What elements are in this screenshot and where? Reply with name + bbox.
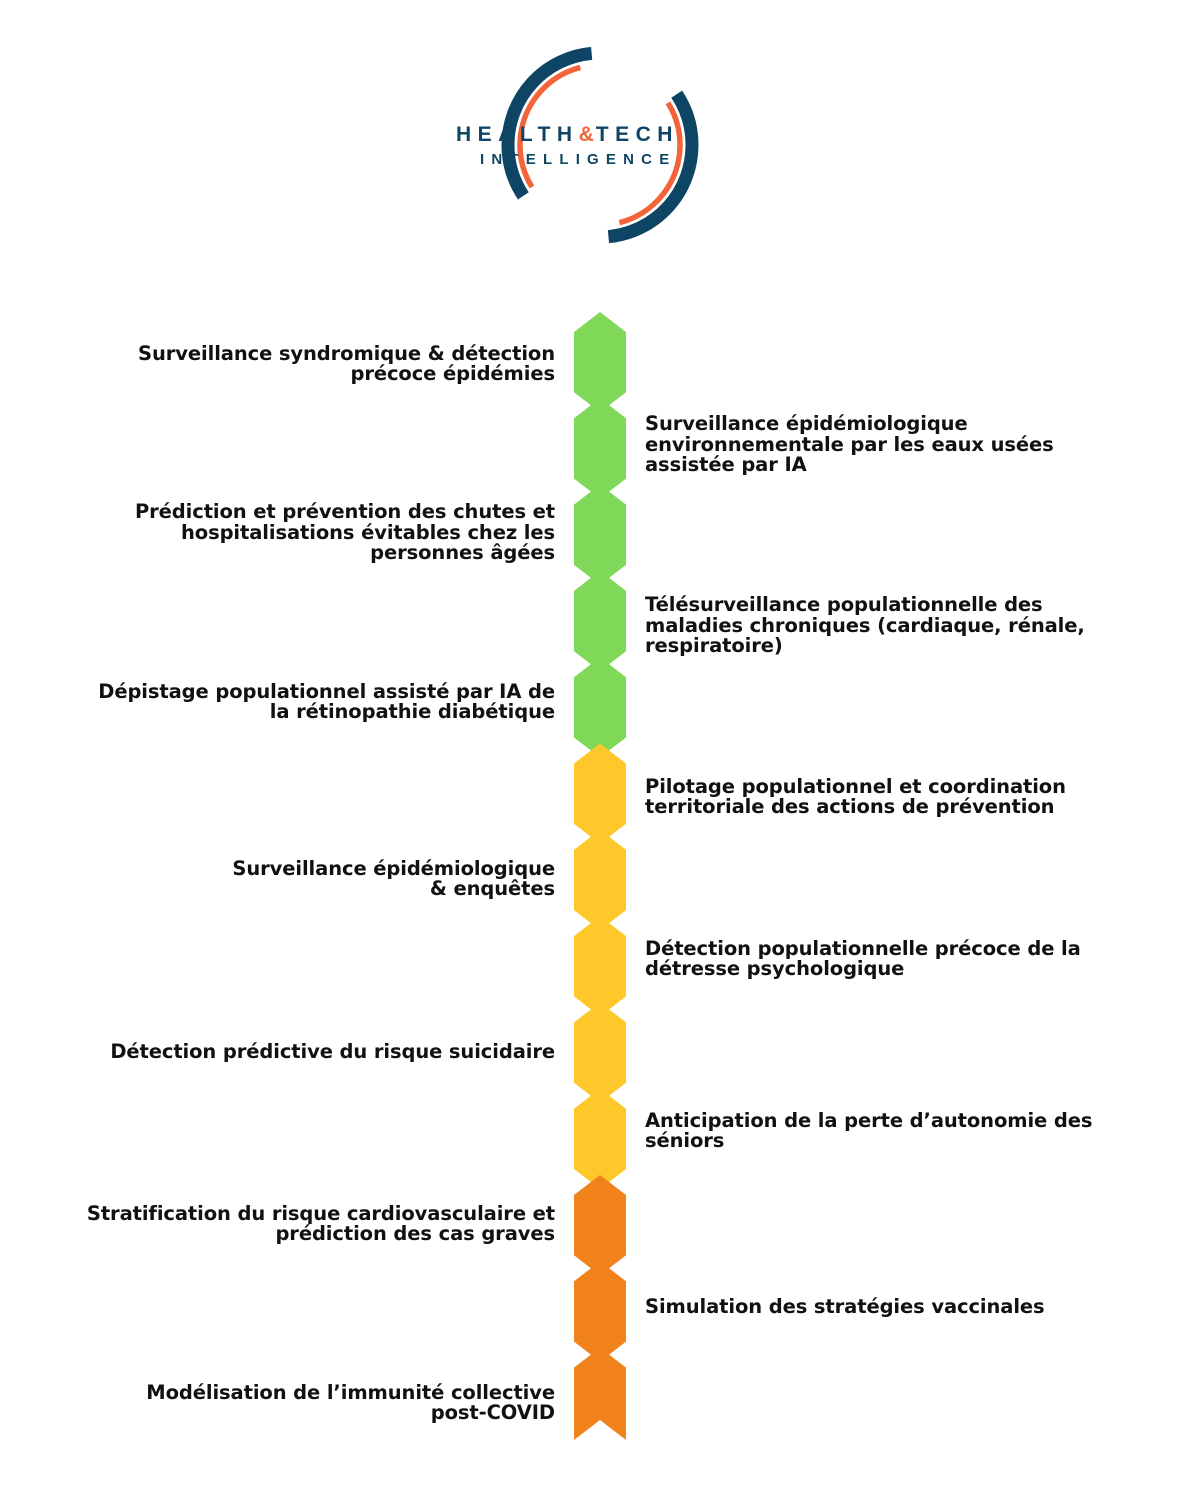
timeline-step-label-8: Détection populationnelle précoce de la détresse psychologique <box>645 936 1081 980</box>
logo-word-intelligence: INTELLIGENCE <box>480 151 677 168</box>
timeline-chevron-3 <box>574 485 626 585</box>
logo-ampersand: & <box>578 123 596 146</box>
timeline-chevron-13 <box>574 1348 626 1440</box>
timeline-chevron-5 <box>574 657 626 757</box>
timeline-chevron-10 <box>574 1089 626 1189</box>
timeline-chevron-1 <box>574 312 626 412</box>
timeline-step-label-5: Dépistage populationnel assisté par IA de la rétinopathie diabétique <box>98 679 555 723</box>
timeline-chevron-2 <box>574 398 626 498</box>
timeline-step-label-4: Télésurveillance populationnelle des maladies chroniques (cardiaque, rénale, respiratoire) <box>645 593 1085 658</box>
timeline-step-label-13: Modélisation de l’immunité collective post-COVID <box>146 1380 555 1424</box>
timeline-chevron-8 <box>574 916 626 1016</box>
timeline-step-label-12: Simulation des stratégies vaccinales <box>645 1294 1045 1318</box>
timeline-chevron-11 <box>574 1175 626 1275</box>
timeline-step-label-2: Surveillance épidémiologique environnementale par les eaux usées assistée par IA <box>645 412 1054 477</box>
timeline-chevron-9 <box>574 1002 626 1102</box>
timeline-step-label-9: Détection prédictive du risque suicidaire <box>110 1039 555 1063</box>
timeline-chevron-4 <box>574 571 626 671</box>
timeline-step-label-11: Stratification du risque cardiovasculaire et prédiction des cas graves <box>86 1201 555 1245</box>
timeline-chevron-7 <box>574 830 626 930</box>
timeline-chevron-6 <box>574 744 626 844</box>
timeline-step-label-6: Pilotage populationnel et coordination territoriale des actions de prévention <box>645 774 1066 818</box>
logo-word-tech: TECH <box>595 123 679 146</box>
timeline-step-label-3: Prédiction et prévention des chutes et hospitalisations évitables chez les personnes âgées <box>134 500 555 565</box>
timeline-step-label-1: Surveillance syndromique & détection précoce épidémies <box>138 341 555 385</box>
timeline-step-label-10: Anticipation de la perte d’autonomie des séniors <box>645 1108 1093 1152</box>
logo-word-health: HEALTH <box>456 123 579 146</box>
timeline-chevron-12 <box>574 1261 626 1361</box>
timeline-step-label-7: Surveillance épidémiologique & enquêtes <box>232 856 555 900</box>
